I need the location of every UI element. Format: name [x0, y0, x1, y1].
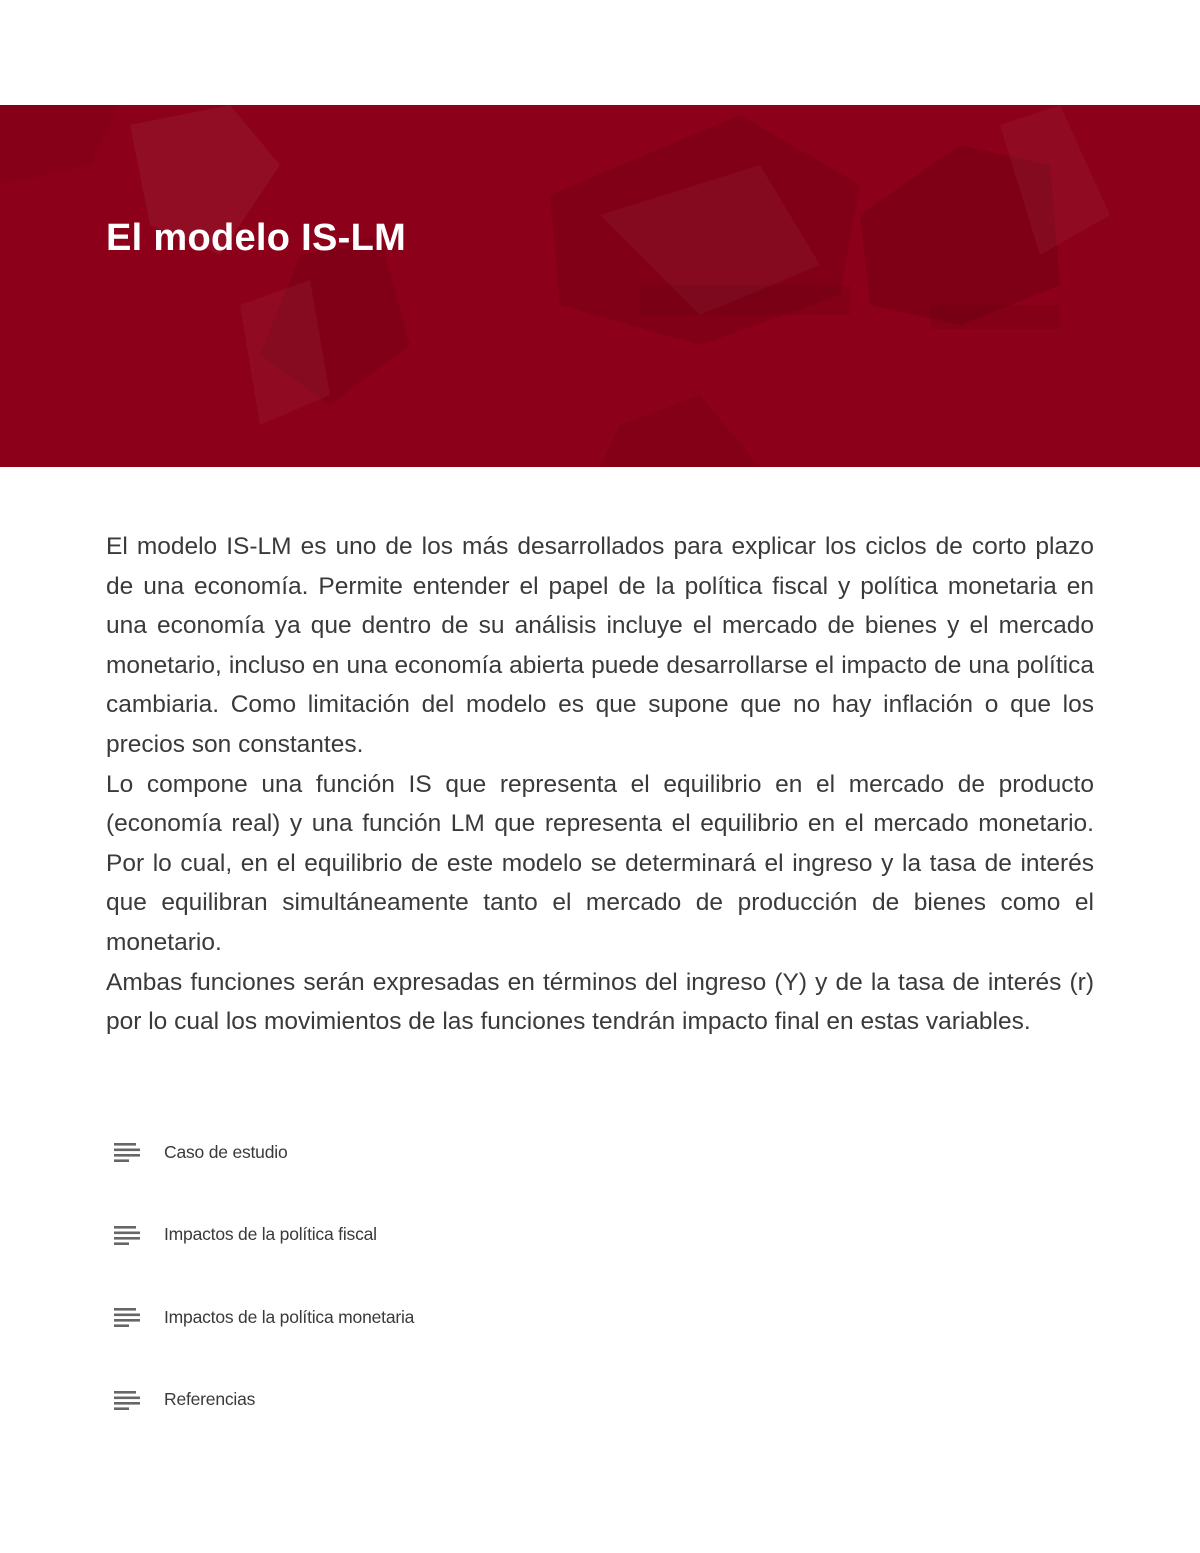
- topic-item-referencias[interactable]: [114, 1378, 714, 1422]
- paragraph: Lo compone una función IS que representa el equilibrio en el mercado de producto (economía real) y una función LM que representa el equilibrio en el mercado monetario. Por lo cual, en el equilibrio de este modelo se determinará el ingreso y la tasa de interés que equilibran simultáneamente tanto el mercado de producción de bienes como el monetario.: [106, 770, 1094, 956]
- topic-label: Impactos de la política fiscal: [164, 1224, 377, 1244]
- topic-item-politica-fiscal[interactable]: [114, 1213, 714, 1257]
- text-lines-icon: [114, 1390, 140, 1410]
- topic-label: Caso de estudio: [164, 1141, 288, 1162]
- text-lines-icon: [114, 1307, 140, 1327]
- text-lines-icon: [114, 1225, 140, 1245]
- topic-item-caso-de-estudio[interactable]: [114, 1130, 714, 1174]
- paragraph: El modelo IS-LM es uno de los más desarrollados para explicar los ciclos de corto plazo de una economía. Permite entender el papel de la política fiscal y política monetaria en una economía ya que dentro de su análisis incluye el mercado de bienes y el mercado monetario, incluso en una economía abierta puede desarrollarse el impacto de una política cambiaria. Como limitación del modelo es que supone que no hay inflación o que los precios son constantes.: [106, 533, 1094, 758]
- banner-background-image: [0, 105, 1200, 467]
- text-lines-icon: [114, 1142, 140, 1162]
- header-banner: [0, 105, 1200, 467]
- topic-label: Impactos de la política monetaria: [164, 1306, 415, 1327]
- paragraph: Ambas funciones serán expresadas en términos del ingreso (Y) y de la tasa de interés (r) por lo cual los movimientos de las funciones tendrán impacto final en estas variables.: [106, 968, 1094, 1036]
- topic-item-politica-monetaria[interactable]: [114, 1295, 714, 1339]
- topic-list: [114, 1130, 714, 1460]
- topic-label: Referencias: [164, 1389, 256, 1409]
- page-title: El modelo IS-LM: [106, 217, 407, 259]
- body-text: [106, 527, 1094, 1042]
